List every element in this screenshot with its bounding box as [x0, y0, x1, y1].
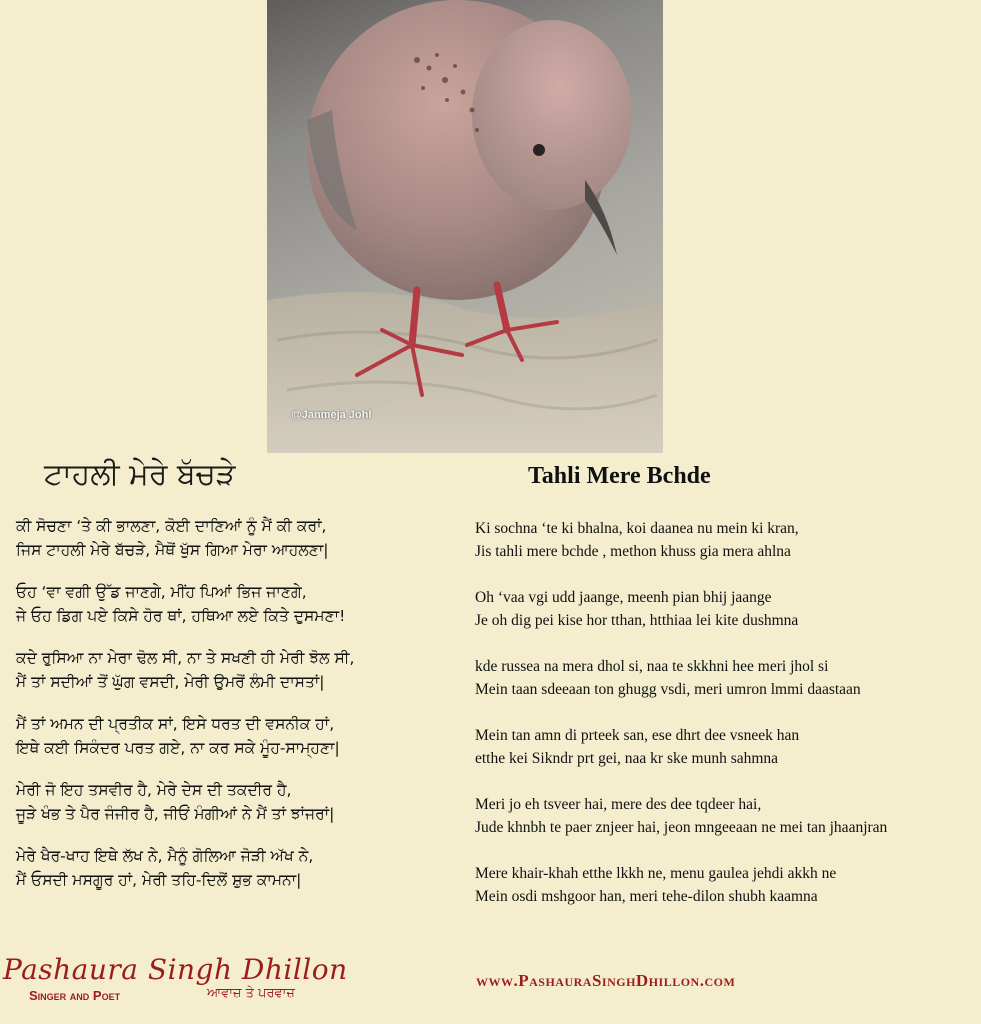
verse-line: Jude khnbh te paer znjeer hai, jeon mngeeaan ne mei tan jhaanjran [475, 819, 888, 836]
stanza [475, 793, 975, 839]
verse-line: ਓਹ ‘ਵਾ ਵਗੀ ਉੱਡ ਜਾਣਗੇ, ਮੀਂਹ ਪਿਆਂ ਭਿਜ ਜਾਣਗੇ, [16, 583, 307, 601]
poem-punjabi [16, 514, 456, 910]
verse-line: ਜੇ ਓਹ ਡਿਗ ਪਏ ਕਿਸੇ ਹੋਰ ਥਾਂ, ਹਥਿਆ ਲਏ ਕਿਤੇ ਦੁਸਮਣਾ! [16, 607, 346, 625]
verse-line: ਕੀ ਸੋਚਣਾ ‘ਤੇ ਕੀ ਭਾਲਣਾ, ਕੋਈ ਦਾਣਿਆਂ ਨੂੰ ਮੈਂ ਕੀ ਕਰਾਂ, [16, 517, 327, 535]
verse-line: Mere khair-khah etthe lkkh ne, menu gaulea jehdi akkh ne [475, 865, 837, 882]
poem-title-english: Tahli Mere Bchde [528, 463, 711, 489]
verse-line: ਮੈਂ ਤਾਂ ਸਦੀਆਂ ਤੋਂ ਘੁੱਗ ਵਸਦੀ, ਮੇਰੀ ਉਮਰੋਂ ਲੰਮੀ ਦਾਸਤਾਂ| [16, 673, 325, 691]
verse-line: ਜਿਸ ਟਾਹਲੀ ਮੇਰੇ ਬੱਚੜੇ, ਮੈਥੋਂ ਖੁੱਸ ਗਿਆ ਮੇਰਾ ਆਹਲਣਾ| [16, 541, 329, 559]
verse-line: ਮੇਰੀ ਜੋ ਇਹ ਤਸਵੀਰ ਹੈ, ਮੇਰੇ ਦੇਸ ਦੀ ਤਕਦੀਰ ਹੈ, [16, 781, 292, 799]
verse-line: Mein osdi mshgoor han, meri tehe-dilon shubh kaamna [475, 888, 818, 905]
verse-line: ਮੇਰੇ ਖੈਰ-ਖਾਹ ਇਥੇ ਲੱਖ ਨੇ, ਮੈਨੂੰ ਗੋਲਿਆ ਜੋੜੀ ਅੱਖ ਨੇ, [16, 847, 314, 865]
stanza [16, 580, 456, 628]
stanza [16, 778, 456, 826]
dove-illustration [267, 0, 663, 453]
verse-line: ਇਥੇ ਕਈ ਸਿਕੰਦਰ ਪਰਤ ਗਏ, ਨਾ ਕਰ ਸਕੇ ਮੂੰਹ-ਸਾਮ੍ਹਣਾ| [16, 739, 340, 757]
stanza [16, 844, 456, 892]
poem-english [475, 517, 975, 931]
verse-line: Ki sochna ‘te ki bhalna, koi daanea nu mein ki kran, [475, 520, 799, 537]
website-link[interactable]: www.PashauraSinghDhillon.com [476, 971, 736, 990]
verse-line: ਜੂੜੇ ਖੰਭ ਤੇ ਪੈਰ ਜੰਜੀਰ ਹੈ, ਜੀਓਂ ਮੰਗੀਆਂ ਨੇ ਮੈਂ ਤਾਂ ਝਾਂਜਰਾਂ| [16, 805, 335, 823]
signature-role: Singer and Poet [29, 988, 121, 1003]
verse-line: ਕਦੇ ਰੁਸਿਆ ਨਾ ਮੇਰਾ ਢੋਲ ਸੀ, ਨਾ ਤੇ ਸਖਣੀ ਹੀ ਮੇਰੀ ਝੋਲ ਸੀ, [16, 649, 355, 667]
stanza [475, 655, 975, 701]
stanza [475, 517, 975, 563]
stanza [16, 646, 456, 694]
stanza [16, 514, 456, 562]
verse-line: ਮੈਂ ਓਸਦੀ ਮਸਗੂਰ ਹਾਂ, ਮੇਰੀ ਤਹਿ-ਦਿਲੋਂ ਸ਼ੁਭ ਕਾਮਨਾ| [16, 871, 302, 889]
verse-line: Oh ‘vaa vgi udd jaange, meenh pian bhij jaange [475, 589, 772, 606]
signature-tagline: ਆਵਾਜ਼ ਤੇ ਪਰਵਾਜ਼ [207, 986, 295, 1001]
verse-line: Mein taan sdeeaan ton ghugg vsdi, meri umron lmmi daastaan [475, 681, 861, 698]
verse-line: kde russea na mera dhol si, naa te skkhni hee meri jhol si [475, 658, 829, 675]
poem-title-punjabi: ਟਾਹਲੀ ਮੇਰੇ ਬੱਚੜੇ [44, 457, 236, 492]
photo-credit: @Janmeja Johl [291, 409, 372, 421]
verse-line: ਮੈਂ ਤਾਂ ਅਮਨ ਦੀ ਪ੍ਰਤੀਕ ਸਾਂ, ਇਸੇ ਧਰਤ ਦੀ ਵਸਨੀਕ ਹਾਂ, [16, 715, 335, 733]
signature-logo [3, 953, 348, 1013]
stanza [475, 724, 975, 770]
stanza [475, 586, 975, 632]
dove-photo [267, 0, 663, 453]
signature-name: Pashaura Singh Dhillon [3, 953, 348, 986]
verse-line: Meri jo eh tsveer hai, mere des dee tqdeer hai, [475, 796, 762, 813]
verse-line: Je oh dig pei kise hor tthan, htthiaa lei kite dushmna [475, 612, 799, 629]
stanza [16, 712, 456, 760]
verse-line: Jis tahli mere bchde , methon khuss gia mera ahlna [475, 543, 791, 560]
verse-line: etthe kei Sikndr prt gei, naa kr ske munh sahmna [475, 750, 779, 767]
stanza [475, 862, 975, 908]
verse-line: Mein tan amn di prteek san, ese dhrt dee vsneek han [475, 727, 800, 744]
